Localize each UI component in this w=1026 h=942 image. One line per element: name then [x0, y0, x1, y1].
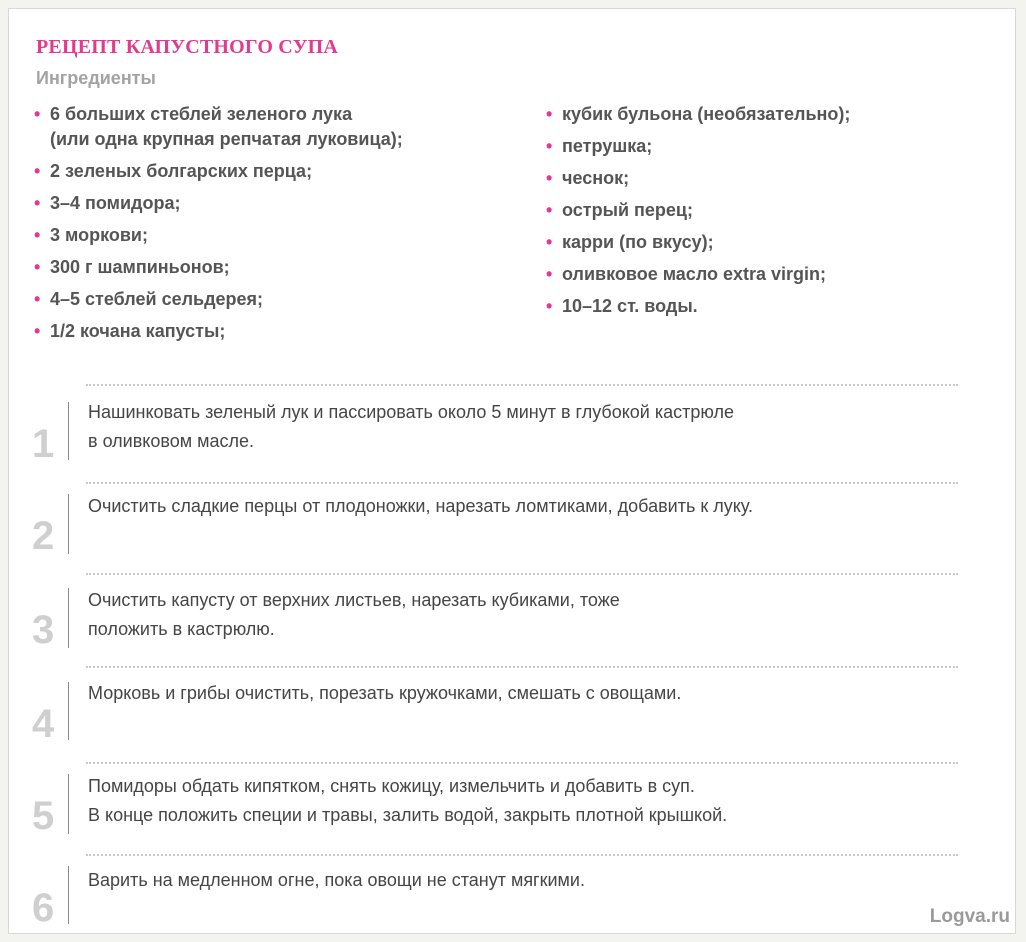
step-divider — [86, 384, 958, 386]
ingredient-item-continuation: (или одна крупная репчатая луковица); — [50, 129, 403, 149]
step-text: Очистить капусту от верхних листьев, нарезать кубиками, тоже положить в кастрюлю. — [88, 590, 620, 639]
step-bar — [68, 774, 69, 834]
step-text: Морковь и грибы очистить, порезать кружочками, смешать с овощами. — [88, 683, 682, 703]
ingredient-item: • 3–4 помидора; — [34, 191, 534, 216]
ingredient-item: • кубик бульона (необязательно); — [546, 102, 1006, 127]
step-divider — [86, 666, 958, 668]
ingredient-item: • петрушка; — [546, 134, 1006, 159]
ingredients-heading: Ингредиенты — [36, 68, 156, 88]
step-bar — [68, 682, 69, 740]
step-number: 1 — [32, 422, 55, 466]
ingredient-item: • 3 моркови; — [34, 223, 534, 248]
step-number: 2 — [32, 514, 55, 558]
step-number: 6 — [32, 886, 55, 930]
ingredient-item: • 2 зеленых болгарских перца; — [34, 159, 534, 184]
step-number: 4 — [32, 702, 55, 746]
step-divider — [86, 482, 958, 484]
ingredient-item: • 1/2 кочана капусты; — [34, 319, 534, 344]
ingredient-item: • 300 г шампиньонов; — [34, 255, 534, 280]
step-bar — [68, 494, 69, 554]
ingredient-item: • 10–12 ст. воды. — [546, 294, 1006, 319]
step-divider — [86, 573, 958, 575]
ingredient-item: • 6 больших стеблей зеленого лука — [34, 102, 534, 127]
watermark: Logva.ru — [929, 906, 1010, 927]
step-bar — [68, 402, 69, 460]
step-bar — [68, 588, 69, 648]
step-number: 5 — [32, 794, 55, 838]
ingredient-item: • 4–5 стеблей сельдерея; — [34, 287, 534, 312]
step-divider — [86, 854, 958, 856]
step-text: Варить на медленном огне, пока овощи не станут мягкими. — [88, 870, 585, 890]
step-bar — [68, 866, 69, 924]
step-divider — [86, 762, 958, 764]
step-number: 3 — [32, 608, 55, 652]
ingredient-item: • чеснок; — [546, 166, 1006, 191]
step-text: Очистить сладкие перцы от плодоножки, нарезать ломтиками, добавить к луку. — [88, 496, 753, 516]
recipe-title: РЕЦЕПТ КАПУСТНОГО СУПА — [36, 36, 338, 58]
ingredient-item: • карри (по вкусу); — [546, 230, 1006, 255]
ingredient-item: • острый перец; — [546, 198, 1006, 223]
step-text: Нашинковать зеленый лук и пассировать около 5 минут в глубокой кастрюле в оливковом масле. — [88, 402, 735, 451]
step-text: Помидоры обдать кипятком, снять кожицу, измельчить и добавить в суп. В конце положить специи и травы, залить водой, закрыть плотной крышкой. — [88, 776, 728, 825]
ingredient-item: • оливковое масло extra virgin; — [546, 262, 1006, 287]
